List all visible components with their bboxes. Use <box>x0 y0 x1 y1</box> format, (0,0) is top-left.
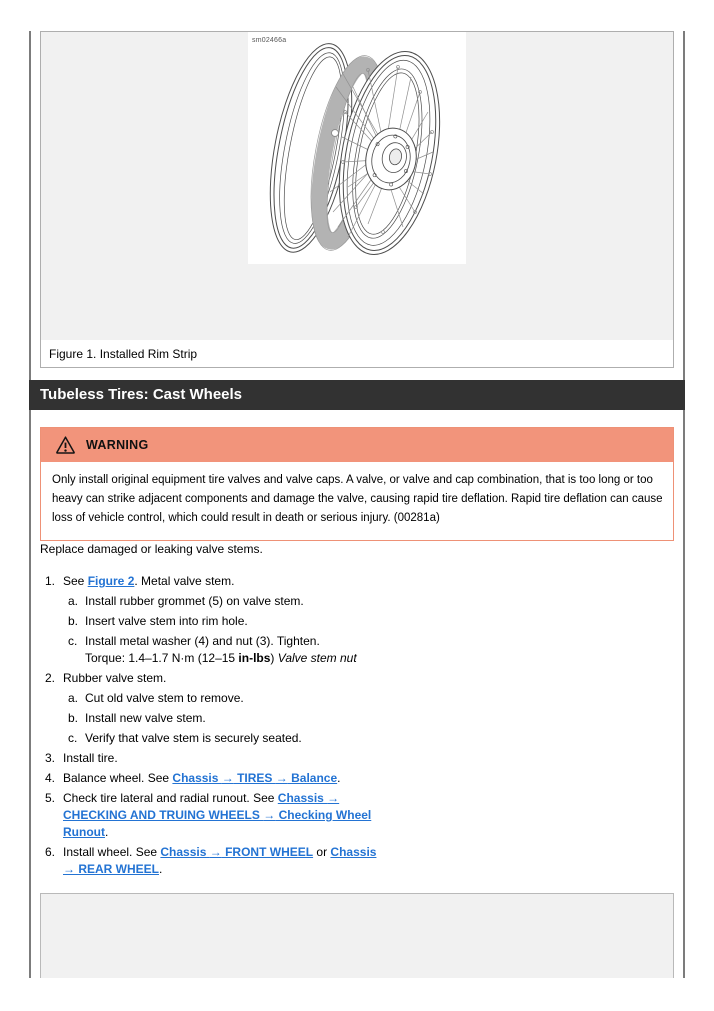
page-border-right <box>683 31 685 978</box>
figure2-image-area <box>40 893 674 978</box>
warning-header <box>41 428 673 462</box>
arrow-glyph: → <box>221 771 234 785</box>
step-item <box>40 770 440 787</box>
substep-item <box>40 613 440 630</box>
text-segment: or <box>313 845 331 859</box>
step-marker: a. <box>68 691 79 705</box>
text-segment: Torque: 1.4–1.7 N·m (12–15 <box>85 651 239 665</box>
intro-text: Replace damaged or leaking valve stems. <box>40 542 263 556</box>
substep-item <box>40 593 440 610</box>
step-marker: 3. <box>45 751 56 765</box>
step-marker: 4. <box>45 771 56 785</box>
step-item <box>40 670 440 687</box>
inline-link[interactable]: Figure 2 <box>87 574 135 588</box>
arrow-glyph: → <box>63 862 75 876</box>
step-item <box>40 790 440 841</box>
step-text <box>63 844 388 878</box>
step-text <box>85 690 410 707</box>
text-segment: Install tire. <box>63 751 118 765</box>
step-text <box>63 670 388 687</box>
substep-item <box>40 730 440 747</box>
step-text <box>85 613 410 630</box>
figure1-caption: Figure 1. Installed Rim Strip <box>41 340 673 367</box>
warning-body: Only install original equipment tire valves and valve caps. A valve, or valve and cap combination, that is too long or too heavy can strike adjacent components and damage the valve, causing rapid tire deflation. Rapid tire deflation can cause loss of vehicle control, which could result in death or serious injury. (00281a) <box>52 474 663 524</box>
text-segment: in-lbs <box>238 651 271 665</box>
step-text <box>63 750 388 767</box>
step-marker: a. <box>68 594 79 608</box>
arrow-glyph: → <box>263 808 276 822</box>
text-segment: Cut old valve stem to remove. <box>85 691 244 705</box>
text-segment: See <box>63 574 88 588</box>
step-text <box>85 593 410 610</box>
text-segment: Install new valve stem. <box>85 711 206 725</box>
step-text <box>85 633 410 667</box>
arrow-glyph: → <box>275 771 288 785</box>
section-header <box>29 380 685 410</box>
step-marker: 1. <box>45 574 56 588</box>
text-segment: Insert valve stem into rim hole. <box>85 614 248 628</box>
step-text <box>63 573 388 590</box>
figure1-image-area <box>41 32 673 340</box>
inline-link[interactable]: Chassis → CHECKING AND TRUING WHEELS → Checking Wheel Runout <box>63 791 372 839</box>
arrow-glyph: → <box>209 845 222 859</box>
step-marker: 6. <box>45 845 56 859</box>
procedure-steps <box>40 573 440 881</box>
substep-item <box>40 633 440 667</box>
step-text <box>63 790 388 841</box>
step-item <box>40 844 440 878</box>
figure1-panel <box>40 31 674 368</box>
warning-panel <box>40 427 674 541</box>
warning-triangle-icon <box>55 435 76 455</box>
text-segment: Verify that valve stem is securely seated. <box>85 731 302 745</box>
page-border-left <box>29 31 31 978</box>
step-marker: c. <box>68 634 78 648</box>
text-segment: Install rubber grommet (5) on valve stem. <box>85 594 304 608</box>
step-marker: b. <box>68 614 79 628</box>
text-segment: Check tire lateral and radial runout. See <box>63 791 278 805</box>
text-segment: Balance wheel. See <box>63 771 173 785</box>
step-marker: b. <box>68 711 79 725</box>
text-segment: Rubber valve stem. <box>63 671 167 685</box>
figure-image-label: sm02466a <box>252 37 287 44</box>
text-segment: . <box>337 771 341 785</box>
wheel-illustration <box>248 32 466 264</box>
torque-spec-line <box>85 650 410 667</box>
text-segment: ) <box>270 651 278 665</box>
step-marker: c. <box>68 731 78 745</box>
text-segment: . <box>104 825 109 839</box>
step-marker: 5. <box>45 791 56 805</box>
text-segment: Install metal washer (4) and nut (3). Tighten. <box>85 634 320 648</box>
inline-link[interactable]: Chassis → FRONT WHEEL <box>160 845 314 859</box>
step-item <box>40 573 440 590</box>
step-text <box>85 710 410 727</box>
figure1-image-canvas <box>248 32 466 264</box>
section-title: Tubeless Tires: Cast Wheels <box>40 386 243 403</box>
text-segment: . Metal valve stem. <box>134 574 235 588</box>
inline-link[interactable]: Chassis → TIRES → Balance <box>172 771 338 785</box>
arrow-glyph: → <box>327 791 340 805</box>
step-text <box>63 770 388 787</box>
step-marker: 2. <box>45 671 56 685</box>
text-segment: Valve stem nut <box>277 651 357 665</box>
step-text <box>85 730 410 747</box>
text-segment: Install wheel. See <box>63 845 161 859</box>
substep-item <box>40 710 440 727</box>
warning-label: WARNING <box>86 438 149 452</box>
text-segment: . <box>159 862 163 876</box>
substep-item <box>40 690 440 707</box>
inline-link[interactable]: Chassis → REAR WHEEL <box>63 845 377 876</box>
step-item <box>40 750 440 767</box>
